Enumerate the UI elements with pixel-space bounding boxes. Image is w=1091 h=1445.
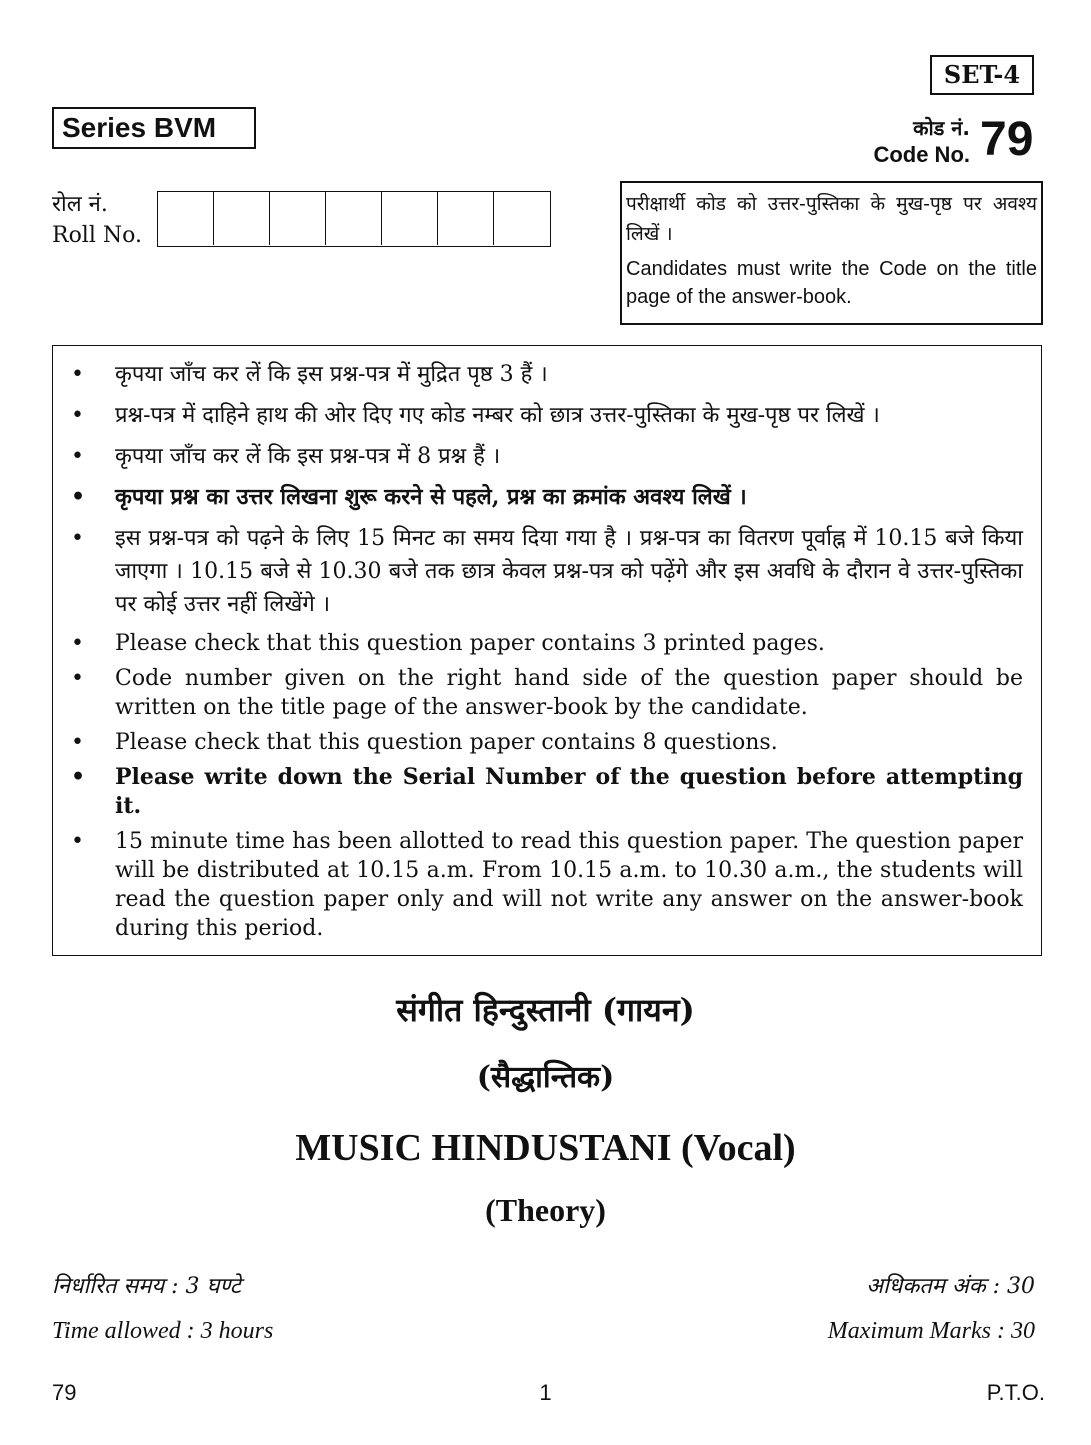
code-number: 79 — [980, 113, 1034, 166]
instruction-hi-5: • इस प्रश्न-पत्र को पढ़ने के लिए 15 मिनट का समय दिया गया है । प्रश्न-पत्र का वितरण पूर्वाह्न में 10.15 बजे किया जाएगा । 10.15 बजे से 10.30 बजे तक छात्र केवल प्रश्न-पत्र को पढ़ेंगे और इस अवधि के दौरान वे उत्तर-पुस्तिका पर कोई उत्तर नहीं लिखेंगे । — [71, 522, 1023, 621]
roll-digit-box[interactable] — [494, 192, 550, 245]
time-allowed-english: Time allowed : 3 hours — [52, 1318, 274, 1344]
candidate-note-english: Candidates must write the Code on the title page of the answer-book. — [626, 258, 1037, 308]
time-allowed-hindi: निर्धारित समय : 3 घण्टे — [52, 1274, 241, 1299]
series-label: Series BVM — [52, 107, 256, 149]
instruction-en-2: • Code number given on the right hand side of the question paper should be written on the title page of the answer-book by the candidate. — [71, 664, 1023, 722]
candidate-note-box — [620, 181, 1043, 325]
roll-label-hindi: रोल नं. — [52, 192, 108, 217]
roll-number-boxes[interactable] — [157, 191, 551, 247]
roll-digit-box[interactable] — [158, 192, 214, 245]
instruction-hi-3: • कृपया जाँच कर लें कि इस प्रश्न-पत्र में 8 प्रश्न हैं । — [71, 440, 1023, 473]
set-label: SET-4 — [930, 55, 1034, 95]
pto-label: P.T.O. — [986, 1380, 1045, 1405]
instruction-hi-2: • प्रश्न-पत्र में दाहिने हाथ की ओर दिए गए कोड नम्बर को छात्र उत्तर-पुस्तिका के मुख-पृष्ठ पर लिखें । — [71, 399, 1023, 432]
candidate-note-hindi: परीक्षार्थी कोड को उत्तर-पुस्तिका के मुख-पृष्ठ पर अवश्य लिखें । — [626, 193, 1037, 245]
title-english: MUSIC HINDUSTANI (Vocal) — [295, 1127, 796, 1169]
instruction-hi-1: • कृपया जाँच कर लें कि इस प्रश्न-पत्र में मुद्रित पृष्ठ 3 हैं । — [71, 358, 1023, 391]
subtitle-hindi: (सैद्धान्तिक) — [476, 1060, 615, 1095]
page-number: 1 — [539, 1380, 552, 1405]
footer-code: 79 — [52, 1380, 77, 1405]
instruction-en-5: • 15 minute time has been allotted to read this question paper. The question paper will be distributed at 10.15 a.m. From 10.15 a.m. to 10.30 a.m., the students will read the question paper only and will not write any answer on the answer-book during this period. — [71, 827, 1023, 943]
roll-digit-box[interactable] — [438, 192, 494, 245]
roll-digit-box[interactable] — [270, 192, 326, 245]
subtitle-english: (Theory) — [485, 1192, 606, 1228]
instruction-en-4: • Please write down the Serial Number of the question before attempting it. — [71, 763, 1023, 821]
instruction-en-3: • Please check that this question paper contains 8 questions. — [71, 728, 1023, 757]
title-hindi: संगीत हिन्दुस्तानी (गायन) — [396, 991, 695, 1029]
instructions-box — [52, 345, 1042, 956]
max-marks-english: Maximum Marks : 30 — [827, 1318, 1035, 1344]
max-marks-hindi: अधिकतम अंक : 30 — [866, 1274, 1035, 1299]
code-label-english: Code No. — [873, 142, 970, 167]
roll-digit-box[interactable] — [214, 192, 270, 245]
instruction-en-1: • Please check that this question paper contains 3 printed pages. — [71, 629, 1023, 658]
instruction-hi-4: • कृपया प्रश्न का उत्तर लिखना शुरू करने से पहले, प्रश्न का क्रमांक अवश्य लिखें । — [71, 481, 1023, 514]
instructions-list — [71, 358, 1023, 943]
roll-digit-box[interactable] — [382, 192, 438, 245]
roll-label-english: Roll No. — [52, 223, 142, 248]
code-label-hindi: कोड नं. — [913, 116, 970, 140]
roll-digit-box[interactable] — [326, 192, 382, 245]
